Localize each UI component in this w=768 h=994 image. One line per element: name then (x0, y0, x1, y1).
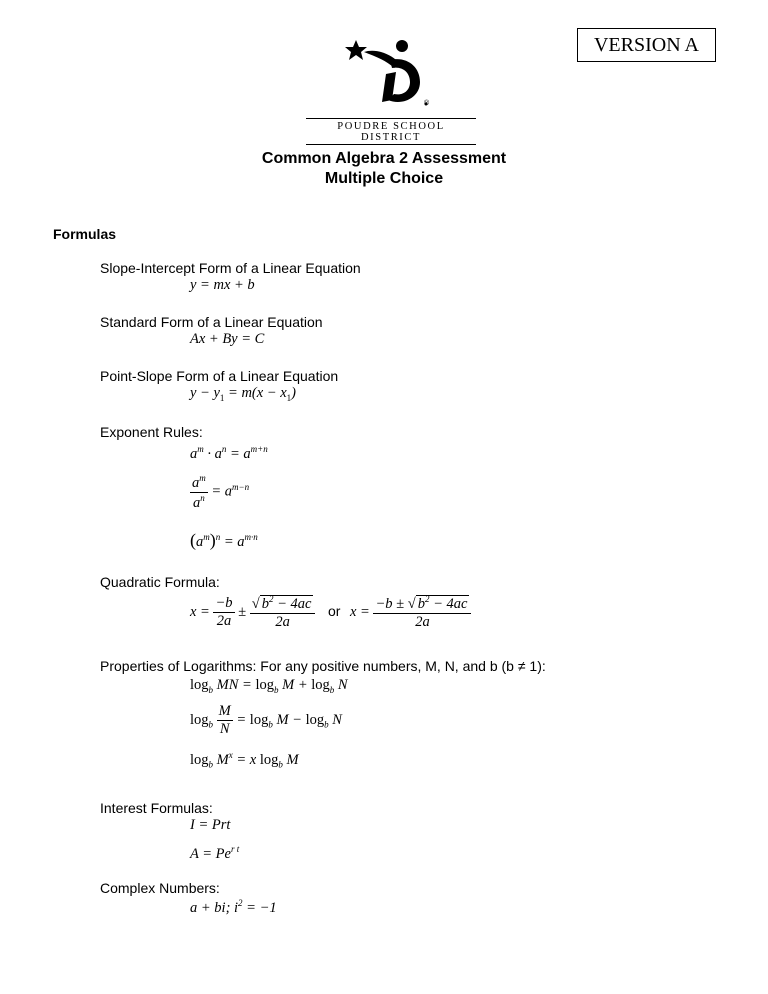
exponent-rules-label: Exponent Rules: (100, 424, 203, 440)
complex-number-formula: a + bi; $i^2 = -1$ (190, 898, 277, 916)
district-logo (336, 34, 446, 112)
exponent-power-rule: $(a^m)^n = a^{m\cdot n}$ (190, 530, 258, 550)
section-heading: Formulas (53, 226, 117, 242)
logarithm-properties-label: Properties of Logarithms: For any positive numbers, M, N, and b (b ≠ 1): (100, 658, 546, 674)
page-title: Common Algebra 2 Assessment (261, 150, 507, 167)
interest-formulas-label: Interest Formulas: (100, 800, 213, 816)
registered-mark: ® (424, 100, 430, 107)
quadratic-formula-combined: x = $\frac{-b \pm √ b^2 - 4ac}{2a}$ (350, 594, 471, 631)
complex-numbers-label: Complex Numbers: (100, 880, 220, 896)
quadratic-formula-split: x = $\frac{-b}{2a}$ ± $\frac{√ b^2 - 4ac}{2a}$ (190, 594, 315, 631)
district-name: POUDRE SCHOOL DISTRICT (306, 118, 476, 145)
log-quotient-rule: $\log_b$ $\frac{M}{N}$ = $\log_b M - \log_b N$ (190, 703, 342, 737)
quadratic-or-text: or (328, 603, 341, 619)
standard-form-formula: Ax + By = C (190, 331, 265, 347)
exponent-product-rule: $a^m \cdot a^n = a^{m+n}$ (190, 444, 268, 462)
point-slope-formula: $y - y_1 = m(x - x_1)$ (190, 385, 296, 403)
continuous-interest-formula: $A = Pe^{r t}$ (190, 844, 240, 862)
exponent-quotient-rule: $\frac{a^m}{a^n}$ = $a^{m-n}$ (192, 473, 250, 511)
simple-interest-formula: I = Prt (190, 817, 231, 833)
log-power-rule: $\log_b M^x = x$ $\log_b M$ (190, 750, 299, 770)
quadratic-formula-label: Quadratic Formula: (100, 574, 220, 590)
page-subtitle: Multiple Choice (324, 170, 444, 187)
version-label: VERSION A (577, 28, 716, 62)
point-slope-label: Point-Slope Form of a Linear Equation (100, 368, 339, 384)
slope-intercept-formula: y = mx + b (190, 277, 255, 293)
log-product-rule: $\log_b$ MN = $\log_b M + \log_b N$ (190, 677, 348, 695)
standard-form-label: Standard Form of a Linear Equation (100, 314, 323, 330)
slope-intercept-label: Slope-Intercept Form of a Linear Equation (100, 260, 361, 276)
